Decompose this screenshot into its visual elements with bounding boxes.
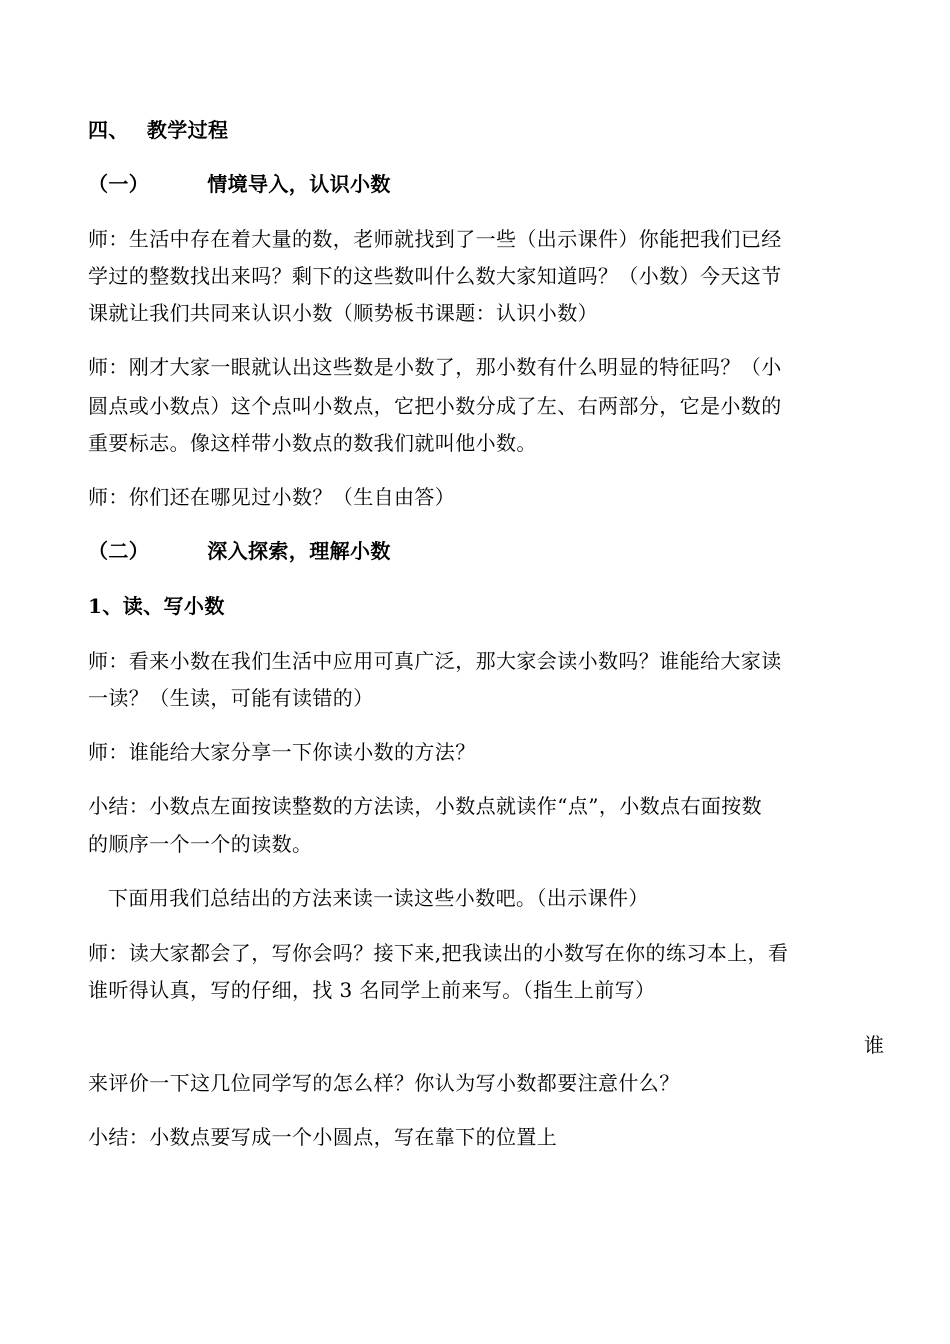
item-heading-1: 1、读、写小数: [88, 594, 225, 618]
subsection-heading-2: [88, 541, 391, 561]
paragraph-3: 师：你们还在哪见过小数？（生自由答）: [88, 485, 456, 509]
section-heading: [88, 120, 228, 140]
paragraph-9-tail: 谁: [864, 1033, 885, 1057]
paragraph-1-line-2: 学过的整数找出来吗？剩下的这些数叫什么数大家知道吗？（小数）今天这节: [88, 264, 782, 288]
section-number: 四、: [88, 118, 129, 142]
paragraph-5: 师：谁能给大家分享一下你读小数的方法？: [88, 740, 476, 764]
paragraph-1-line-3: 课就让我们共同来认识小数（顺势板书课题：认识小数）: [88, 301, 598, 325]
paragraph-11: 小结：小数点要写成一个小圆点，写在靠下的位置上: [88, 1125, 558, 1149]
subsection-title-1: 情境导入，认识小数: [207, 172, 391, 196]
paragraph-2-line-1: 师：刚才大家一眼就认出这些数是小数了，那小数有什么明显的特征吗？（小: [88, 355, 782, 379]
subsection-number-1: （一）: [88, 172, 150, 196]
paragraph-6-line-1: 小结：小数点左面按读整数的方法读，小数点就读作“点”，小数点右面按数: [88, 794, 763, 818]
paragraph-4-line-2: 一读？（生读，可能有读错的）: [88, 686, 374, 710]
paragraph-6-line-2: 的顺序一个一个的读数。: [88, 832, 313, 856]
paragraph-1-line-1: 师：生活中存在着大量的数，老师就找到了一些（出示课件）你能把我们已经: [88, 227, 782, 251]
subsection-heading-1: [88, 174, 391, 194]
paragraph-2-line-3: 重要标志。像这样带小数点的数我们就叫他小数。: [88, 431, 537, 455]
paragraph-7: 下面用我们总结出的方法来读一读这些小数吧。（出示课件）: [108, 886, 649, 910]
section-title: 教学过程: [146, 118, 229, 142]
subsection-number-2: （二）: [88, 539, 150, 563]
subsection-title-2: 深入探索，理解小数: [207, 539, 391, 563]
paragraph-8-line-1: 师：读大家都会了，写你会吗？接下来,把我读出的小数写在你的练习本上，看: [88, 941, 789, 965]
paragraph-8-line-2: 谁听得认真，写的仔细，找 3 名同学上前来写。（指生上前写）: [88, 978, 656, 1002]
paragraph-4-line-1: 师：看来小数在我们生活中应用可真广泛，那大家会读小数吗？谁能给大家读: [88, 649, 782, 673]
paragraph-2-line-2: 圆点或小数点）这个点叫小数点，它把小数分成了左、右两部分，它是小数的: [88, 394, 782, 418]
paragraph-10: 来评价一下这几位同学写的怎么样？你认为写小数都要注意什么？: [88, 1071, 680, 1095]
